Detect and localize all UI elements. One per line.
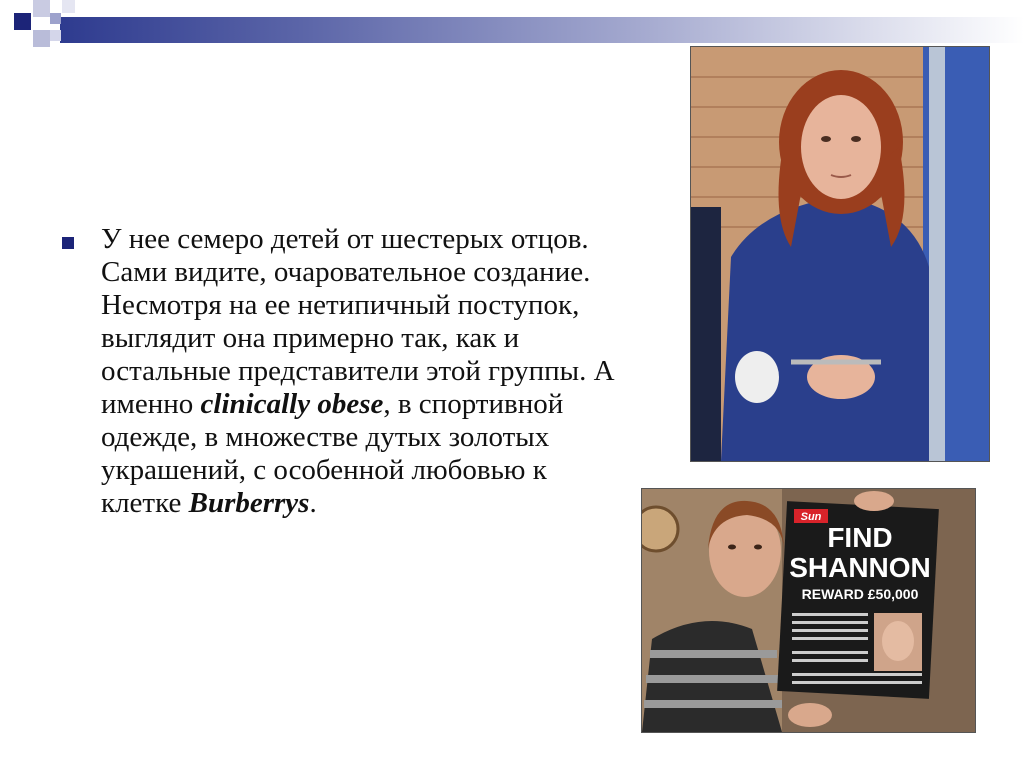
header-square xyxy=(62,0,75,13)
header-square xyxy=(33,0,50,17)
text-part: , в спортивной одежде, в множестве дутых золотых украшений, с особенной любовью к клетке xyxy=(101,388,564,519)
poster-reward: REWARD £50,000 xyxy=(801,586,919,602)
bullet-list xyxy=(62,223,622,520)
header-gradient-bar xyxy=(60,17,1024,43)
emphasis-clinically-obese: clinically obese xyxy=(200,388,384,420)
emphasis-burberrys: Burberrys xyxy=(188,487,310,519)
photo-woman-handcuffed xyxy=(690,46,990,462)
bullet-text xyxy=(101,223,622,520)
photo-woman-with-poster xyxy=(641,488,976,733)
header-square xyxy=(50,30,61,41)
text-part: У нее семеро детей от шестерых отцов. Сами видите, очаровательное создание. Несмотря на ее нетипичный поступок, выглядит она примерно так, как и остальные представители этой группы. А именно xyxy=(101,223,615,420)
header-square xyxy=(50,13,61,24)
poster-line-find: FIND xyxy=(827,522,893,553)
poster-brand: Sun xyxy=(800,511,822,523)
bullet-square-icon xyxy=(62,237,74,249)
header-square xyxy=(14,13,31,30)
poster-line-shannon: SHANNON xyxy=(789,552,931,583)
text-part: . xyxy=(309,487,317,519)
header-square xyxy=(33,30,50,47)
